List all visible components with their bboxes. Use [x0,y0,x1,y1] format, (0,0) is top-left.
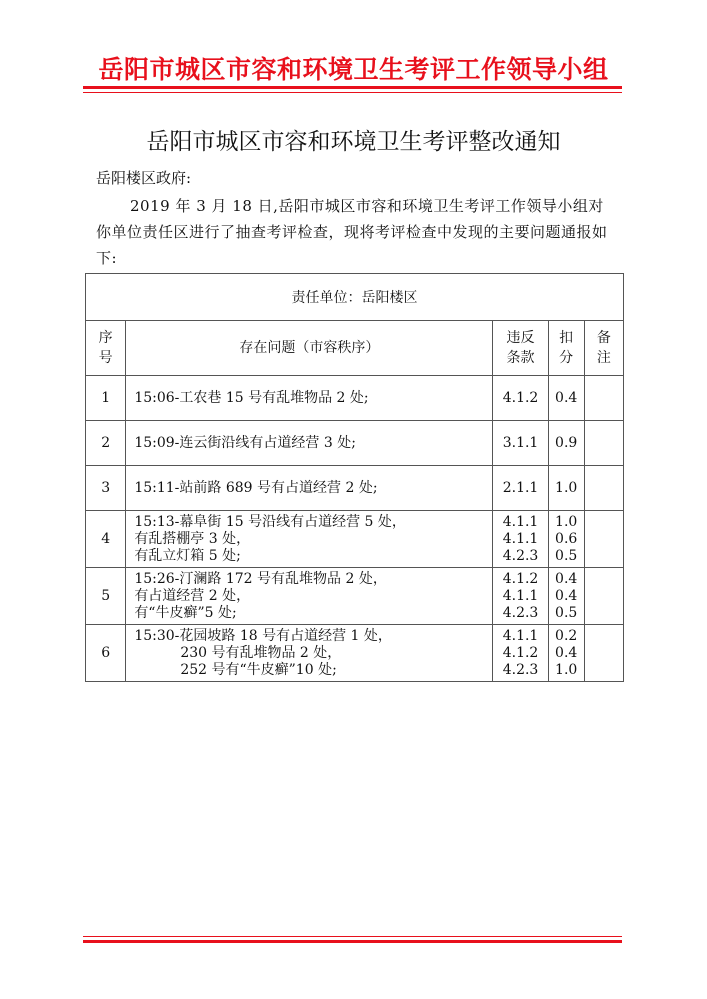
row-number: 1 [86,376,126,421]
header-note-line: 注 [596,350,611,366]
issue-line: 15:26-汀澜路 172 号有乱堆物品 2 处， [134,570,387,587]
issue-line: 有“牛皮癣”5 处; [134,604,237,621]
header-issue: 存在问题（市容秩序） [126,321,493,376]
table-row [86,466,624,511]
row-issue [126,625,493,682]
row-issue [126,376,493,421]
score-line: 0.4 [555,389,578,406]
rule-line: 4.1.2 [502,644,539,661]
issue-line: 15:30-花园坡路 18 号有占道经营 1 处， [134,627,392,644]
row-score [548,421,584,466]
rule-line: 4.1.1 [502,587,539,604]
table-row [86,625,624,682]
row-number: 2 [86,421,126,466]
row-score [548,511,584,568]
row-rule [493,466,548,511]
issue-line: 15:13-幕阜街 15 号沿线有占道经营 5 处， [134,513,406,530]
header-rule-line: 违反 [506,330,535,346]
rule-line: 4.1.1 [502,530,539,547]
header-score-line: 扣 [559,330,574,346]
issue-line: 15:11-站前路 689 号有占道经营 2 处; [134,479,378,496]
row-note [584,466,623,511]
row-score [548,568,584,625]
issue-line: 15:06-工农巷 15 号有乱堆物品 2 处; [134,389,369,406]
row-rule [493,568,548,625]
row-issue [126,421,493,466]
score-line: 1.0 [555,661,578,678]
score-line: 0.4 [555,570,578,587]
issue-line: 有乱立灯箱 5 处; [134,547,241,564]
row-rule [493,625,548,682]
row-note [584,511,623,568]
score-line: 0.6 [555,530,578,547]
addressee: 岳阳楼区政府: [96,169,192,187]
score-line: 0.5 [555,604,578,621]
inspection-table [85,273,624,682]
score-line: 0.4 [555,587,578,604]
row-issue [126,466,493,511]
letterhead-title: 岳阳市城区市容和环境卫生考评工作领导小组 [98,55,609,84]
row-issue [126,511,493,568]
rule-line: 4.2.3 [502,547,539,564]
row-number: 3 [86,466,126,511]
row-note [584,421,623,466]
table-row [86,421,624,466]
header-no [86,321,126,376]
table-row [86,511,624,568]
row-rule [493,421,548,466]
row-rule [493,511,548,568]
row-rule [493,376,548,421]
footer-rule-thin [83,936,622,937]
row-score [548,376,584,421]
score-line: 0.2 [555,627,578,644]
score-line: 1.0 [555,513,578,530]
rule-line: 3.1.1 [502,434,539,451]
rule-line: 4.2.3 [502,604,539,621]
responsible-unit: 责任单位：岳阳楼区 [86,274,624,321]
issue-line: 252 号有“牛皮癣”10 处; [180,661,337,678]
row-note [584,625,623,682]
row-note [584,568,623,625]
row-score [548,466,584,511]
header-note [584,321,623,376]
notice-title: 岳阳市城区市容和环境卫生考评整改通知 [146,129,561,155]
issue-line: 15:09-连云街沿线有占道经营 3 处; [134,434,356,451]
header-rule-line: 条款 [506,350,535,366]
rule-line: 4.1.1 [502,627,539,644]
row-note [584,376,623,421]
row-score [548,625,584,682]
table-row [86,568,624,625]
header-score-line: 分 [559,350,574,366]
rule-line: 4.2.3 [502,661,539,678]
header-score [548,321,584,376]
header-note-line: 备 [596,330,611,346]
row-number: 5 [86,568,126,625]
header-no-line: 号 [98,350,113,366]
rule-line: 4.1.1 [502,513,539,530]
table-header-row [86,321,624,376]
header-no-line: 序 [98,330,113,346]
score-line: 0.5 [555,547,578,564]
row-number: 4 [86,511,126,568]
table-row [86,376,624,421]
row-number: 6 [86,625,126,682]
issue-line: 230 号有乱堆物品 2 处， [180,644,342,661]
header-rule-thin [83,92,622,93]
header-rule-thick [83,86,622,89]
notice-body: 2019 年 3 月 18 日,岳阳市城区市容和环境卫生考评工作领导小组对你单位责任区进行了抽查考评检查，现将考评检查中发现的主要问题通报如下: [96,197,608,267]
score-line: 1.0 [555,479,578,496]
rule-line: 4.1.2 [502,570,539,587]
issue-line: 有占道经营 2 处， [134,587,251,604]
score-line: 0.9 [555,434,578,451]
footer-rule-thick [83,940,622,943]
row-issue [126,568,493,625]
header-rule [493,321,548,376]
score-line: 0.4 [555,644,578,661]
rule-line: 2.1.1 [502,479,539,496]
rule-line: 4.1.2 [502,389,539,406]
issue-line: 有乱搭棚亭 3 处， [134,530,251,547]
